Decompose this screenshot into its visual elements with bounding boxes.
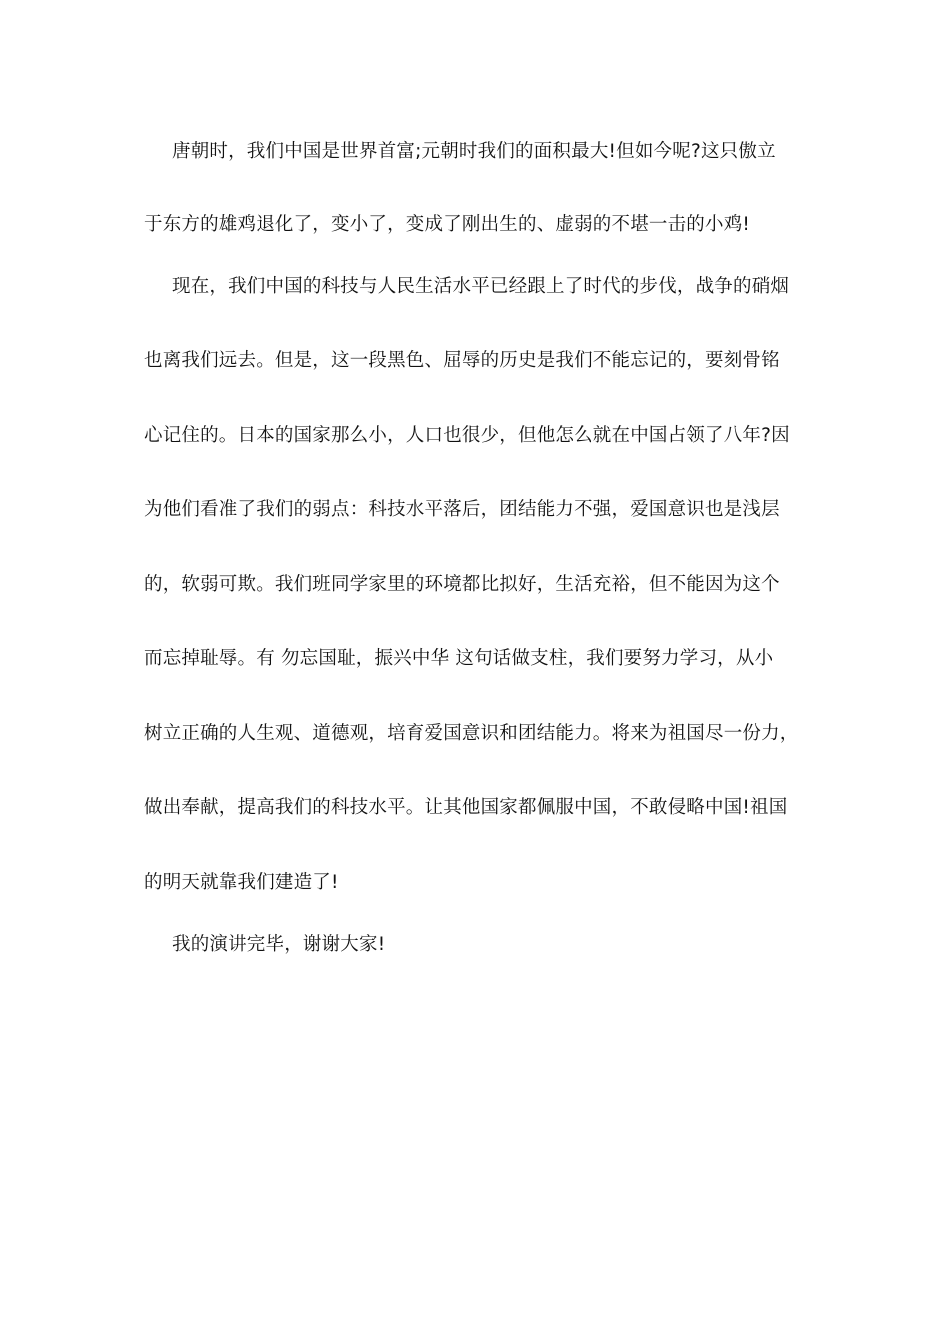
paragraph-1-line-2: 于东方的雄鸡退化了，变小了，变成了刚出生的、虚弱的不堪一击的小鸡!: [144, 214, 751, 235]
paragraph-2-line-8: 做出奉献，提高我们的科技水平。让其他国家都佩服中国，不敢侵略中国!祖国: [144, 797, 788, 818]
paragraph-2-line-4: 为他们看准了我们的弱点：科技水平落后，团结能力不强，爱国意识也是浅层: [144, 499, 780, 520]
paragraph-1-line-1: 唐朝时，我们中国是世界首富;元朝时我们的面积最大!但如今呢?这只傲立: [172, 141, 776, 162]
paragraph-2-line-5: 的，软弱可欺。我们班同学家里的环境都比拟好，生活充裕，但不能因为这个: [144, 574, 780, 595]
paragraph-2-line-6: 而忘掉耻辱。有 勿忘国耻，振兴中华 这句话做支柱，我们要努力学习，从小: [144, 648, 774, 669]
paragraph-2-line-2: 也离我们远去。但是，这一段黑色、屈辱的历史是我们不能忘记的，要刻骨铭: [144, 350, 780, 371]
paragraph-2-line-3: 心记住的。日本的国家那么小，人口也很少，但他怎么就在中国占领了八年?因: [144, 425, 790, 446]
paragraph-2-line-7: 树立正确的人生观、道德观，培育爱国意识和团结能力。将来为祖国尽一份力，: [144, 723, 799, 744]
paragraph-2-line-1: 现在，我们中国的科技与人民生活水平已经跟上了时代的步伐，战争的硝烟: [172, 276, 790, 297]
closing-line: 我的演讲完毕，谢谢大家!: [172, 934, 386, 955]
paragraph-2-line-9: 的明天就靠我们建造了!: [144, 872, 339, 893]
